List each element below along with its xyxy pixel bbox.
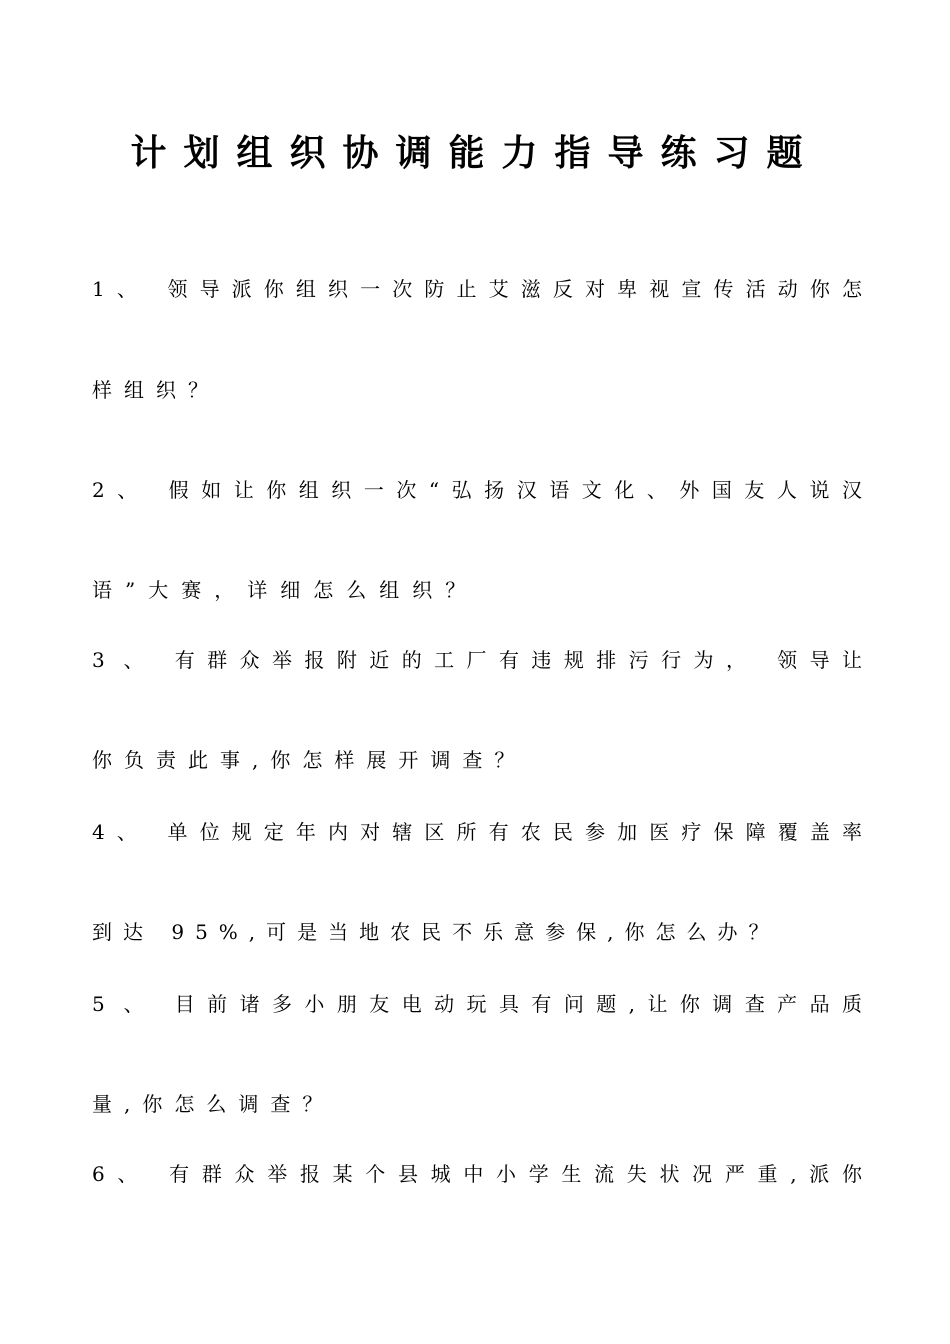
question-1-line-1: 1、 领导派你组织一次防止艾滋反对卑视宣传活动你怎 xyxy=(92,277,862,301)
question-5-line-2: 量,你怎么调查？ xyxy=(92,1092,335,1116)
question-4-line-2: 到达 95%,可是当地农民不乐意参保,你怎么办？ xyxy=(92,920,780,944)
question-4-line-1: 4、 单位规定年内对辖区所有农民参加医疗保障覆盖率 xyxy=(92,820,862,844)
question-2-line-1: 2、 假如让你组织一次“弘扬汉语文化、外国友人说汉 xyxy=(92,478,862,502)
question-2-line-2: 语”大赛，详细怎么组织？ xyxy=(92,578,479,602)
question-5-line-1: 5 、 目前诸多小朋友电动玩具有问题,让你调查产品质 xyxy=(92,992,862,1016)
document-title: 计划组织协调能力指导练习题 xyxy=(130,133,820,174)
question-3-line-2: 你负责此事,你怎样展开调查？ xyxy=(92,748,527,772)
question-6-line-1: 6、 有群众举报某个县城中小学生流失状况严重,派你 xyxy=(92,1162,862,1186)
question-1-line-2: 样组织？ xyxy=(92,378,220,402)
question-3-line-1: 3 、 有群众举报附近的工厂有违规排污行为， 领导让 xyxy=(92,648,862,672)
